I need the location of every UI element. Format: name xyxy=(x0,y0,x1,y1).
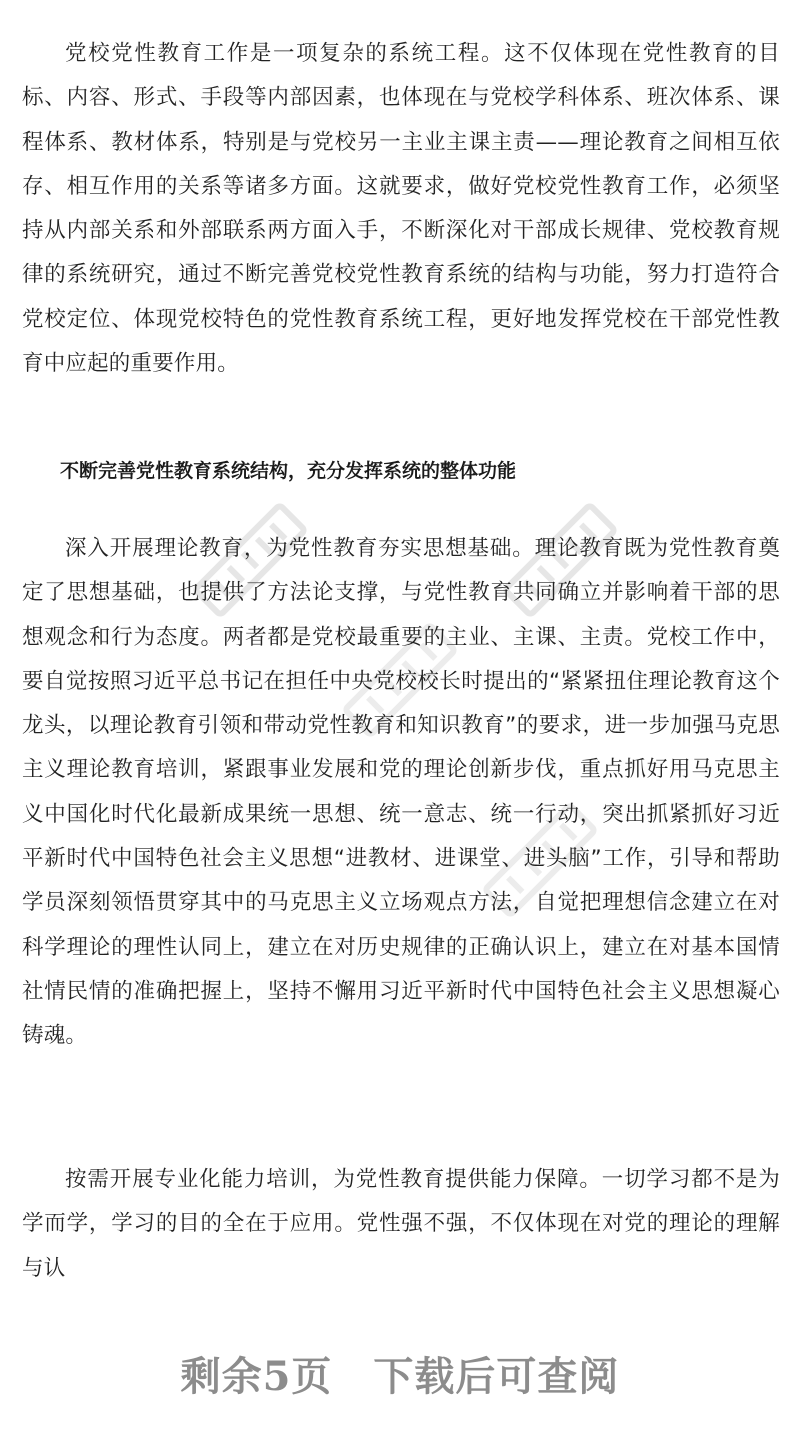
paragraph-theory-education: 深入开展理论教育，为党性教育夯实思想基础。理论教育既为党性教育奠定了思想基础，也提供了方法论支撑，与党性教育共同确立并影响着干部的思想观念和行为态度。两者都是党校最重要的主业、主课、主责。党校工作中，要自觉按照习近平总书记在担任中央党校校长时提出的“紧紧扭住理论教育这个龙头，以理论教育引领和带动党性教育和知识教育”的要求，进一步加强马克思主义理论教育培训，紧跟事业发展和党的理论创新步伐，重点抓好用马克思主义中国化时代化最新成果统一思想、统一意志、统一行动，突出抓紧抓好习近平新时代中国特色社会主义思想“进教材、进课堂、进头脑”工作，引导和帮助学员深刻领悟贯穿其中的马克思主义立场观点方法，自觉把理想信念建立在对科学理论的理性认同上，建立在对历史规律的正确认识上，建立在对基本国情社情民情的准确把握上，坚持不懈用习近平新时代中国特色社会主义思想凝心铸魂。 xyxy=(22,536,780,1049)
section-heading: 不断完善党性教育系统结构，充分发挥系统的整体功能 xyxy=(60,460,517,482)
paragraph-capacity-training: 按需开展专业化能力培训，为党性教育提供能力保障。一切学习都不是为学而学，学习的目的全在于应用。党性强不强，不仅体现在对党的理论的理解与认 xyxy=(22,1167,780,1281)
remaining-pages-notice[interactable]: 剩余5页 下载后可查阅 xyxy=(180,1353,620,1400)
paragraph-intro: 党校党性教育工作是一项复杂的系统工程。这不仅体现在党性教育的目标、内容、形式、手段等内部因素，也体现在与党校学科体系、班次体系、课程体系、教材体系，特别是与党校另一主业主课主责——理论教育之间相互依存、相互作用的关系等诸多方面。这就要求，做好党校党性教育工作，必须坚持从内部关系和外部联系两方面入手，不断深化对干部成长规律、党校教育规律的系统研究，通过不断完善党校党性教育系统的结构与功能，努力打造符合党校定位、体现党校特色的党性教育系统工程，更好地发挥党校在干部党性教育中应起的重要作用。 xyxy=(22,41,780,377)
